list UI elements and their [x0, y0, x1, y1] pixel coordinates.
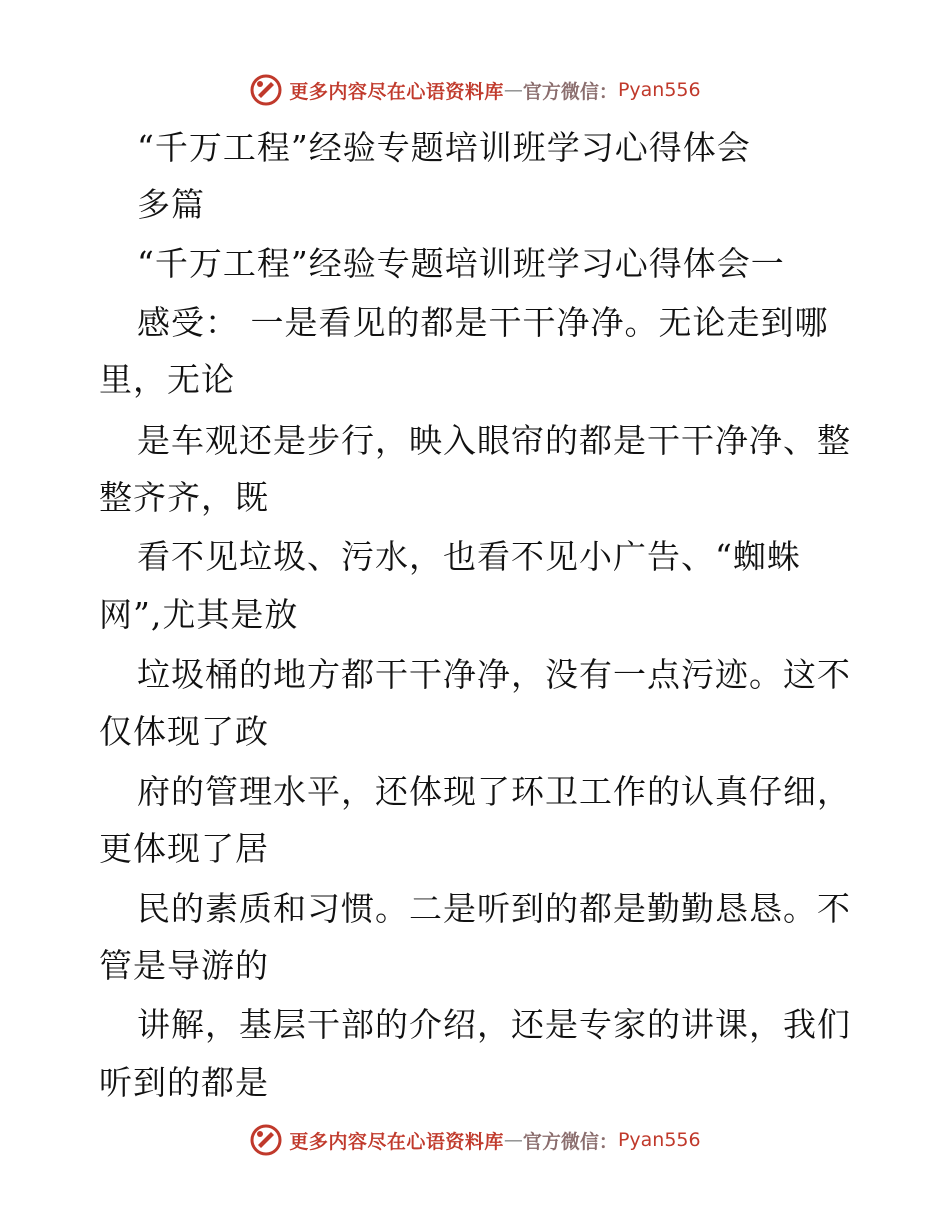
banner-wechat-id: Pyan556: [617, 79, 701, 101]
banner-wechat-label: 官方微信：: [522, 1130, 618, 1153]
banner-main-text: 更多内容尽在心语资料库: [289, 1130, 504, 1153]
paragraph-line: 是车观还是步行，映入眼帘的都是干干净净、整: [137, 421, 851, 460]
brand-logo-icon: [249, 1123, 283, 1157]
banner-wechat-id: Pyan556: [617, 1129, 701, 1151]
paragraph-line: 垃圾桶的地方都干干净净，没有一点污迹。这不: [137, 655, 851, 694]
paragraph-line: 民的素质和习惯。二是听到的都是勤勤恳恳。不: [137, 889, 851, 928]
banner-wechat-label: 官方微信：: [522, 80, 618, 103]
paragraph-line: 看不见垃圾、污水，也看不见小广告、“蜘蛛: [137, 537, 801, 576]
banner-dash: —: [503, 1129, 523, 1151]
paragraph-line: 感受： 一是看见的都是干干净净。无论走到哪: [137, 303, 829, 342]
brand-logo-icon: [249, 73, 283, 107]
section-heading: “千万工程”经验专题培训班学习心得体会一: [137, 244, 785, 283]
header-watermark-banner: [0, 70, 950, 110]
paragraph-line: 讲解，基层干部的介绍，还是专家的讲课，我们: [137, 1005, 851, 1044]
banner-dash: —: [503, 79, 523, 101]
paragraph-line: 听到的都是: [99, 1063, 269, 1102]
paragraph-line: 仅体现了政: [99, 712, 269, 751]
paragraph-line: 里，无论: [99, 360, 235, 399]
paragraph-line: 府的管理水平，还体现了环卫工作的认真仔细，: [137, 772, 851, 811]
doc-title-line-2: 多篇: [137, 185, 205, 224]
banner-main-text: 更多内容尽在心语资料库: [289, 80, 504, 103]
paragraph-line: 更体现了居: [99, 829, 269, 868]
paragraph-line: 网”,尤其是放: [99, 595, 299, 634]
paragraph-line: 整齐齐，既: [99, 478, 269, 517]
doc-title-line-1: “千万工程”经验专题培训班学习心得体会: [137, 128, 751, 167]
footer-watermark-banner: [0, 1120, 950, 1160]
paragraph-line: 管是导游的: [99, 946, 269, 985]
